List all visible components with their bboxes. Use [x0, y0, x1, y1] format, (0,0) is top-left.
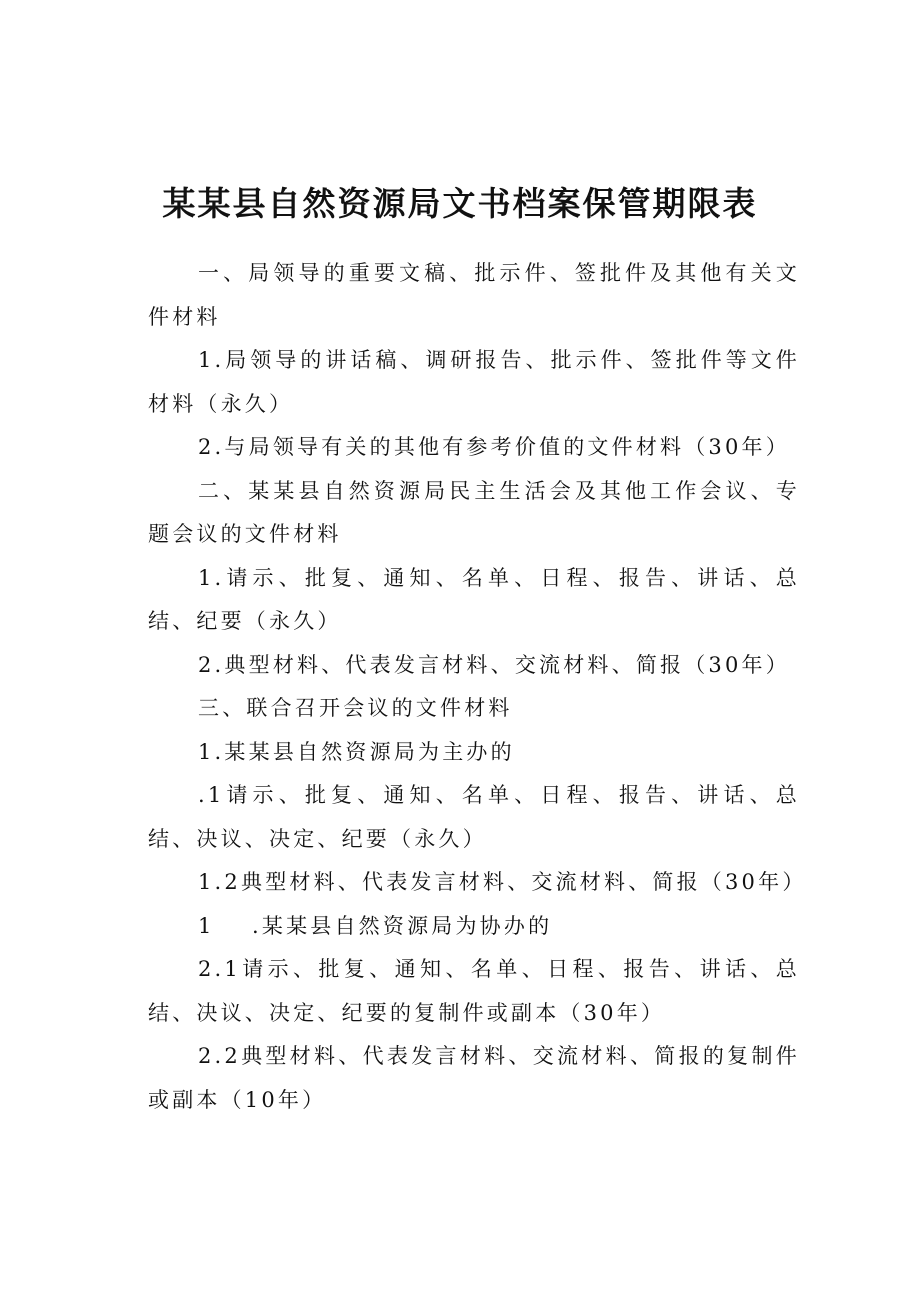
- item-3-1: 1.某某县自然资源局为主办的: [198, 739, 515, 764]
- document-title: 某某县自然资源局文书档案保管期限表: [162, 184, 758, 224]
- section-1-heading: 一、局领导的重要文稿、批示件、签批件及其他有关文件材料: [148, 261, 800, 329]
- item-3-2: [148, 905, 800, 949]
- item-2-2: 2.典型材料、代表发言材料、交流材料、简报（30年）: [198, 652, 790, 677]
- item-1-1: 1.局领导的讲话稿、调研报告、批示件、签批件等文件材料（永久）: [148, 348, 800, 416]
- item-2-1: 1.请示、批复、通知、名单、日程、报告、讲话、总结、纪要（永久）: [148, 565, 800, 633]
- item-3-2-number: 1: [198, 913, 215, 938]
- section-2-heading: 二、某某县自然资源局民主生活会及其他工作会议、专题会议的文件材料: [148, 478, 800, 546]
- item-1-2: 2.与局领导有关的其他有参考价值的文件材料（30年）: [198, 435, 790, 459]
- item-3-2-1: 2.1请示、批复、通知、名单、日程、报告、讲话、总结、决议、决定、纪要的复制件或副本（30年）: [148, 957, 800, 1025]
- item-3-2-text: .某某县自然资源局为协办的: [252, 913, 553, 938]
- item-3-2-2: 2.2典型材料、代表发言材料、交流材料、简报的复制件或副本（10年）: [148, 1044, 800, 1112]
- item-3-1-1: .1请示、批复、通知、名单、日程、报告、讲话、总结、决议、决定、纪要（永久）: [148, 783, 800, 851]
- item-3-1-2: 1.2典型材料、代表发言材料、交流材料、简报（30年）: [198, 870, 807, 894]
- document-body: [148, 252, 807, 1122]
- section-3-heading: 三、联合召开会议的文件材料: [198, 696, 513, 720]
